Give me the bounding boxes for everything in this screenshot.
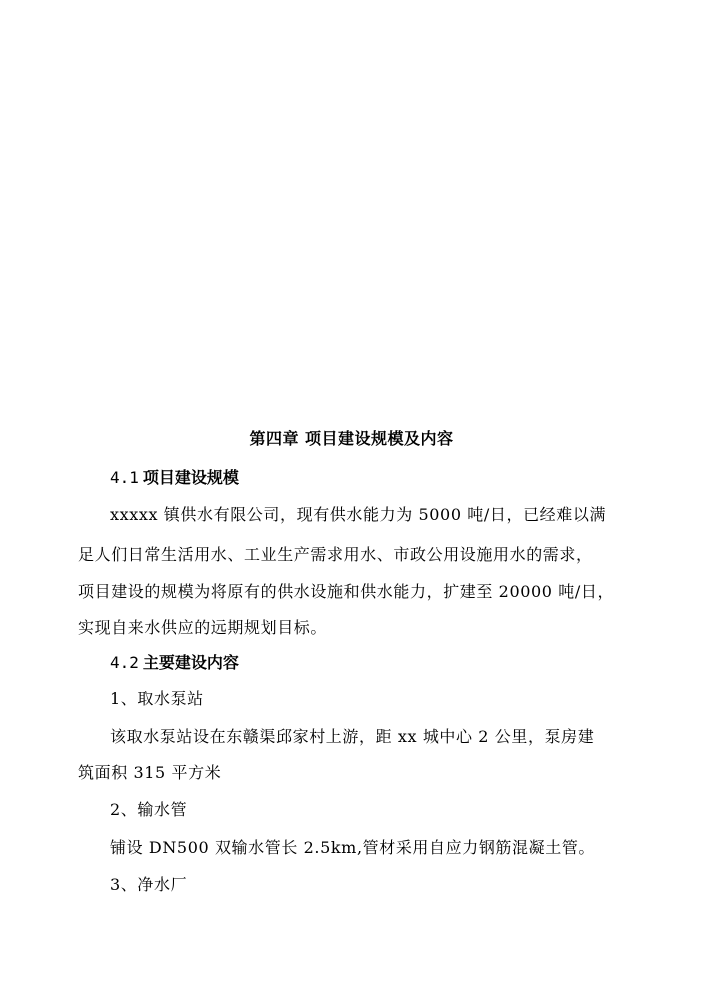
section-heading-4-1 <box>110 467 239 489</box>
paragraph-line: 该取水泵站设在东赣渠邱家村上游，距 xx 城中心 2 公里，泵房建 <box>110 727 595 746</box>
paragraph-line: 实现自来水供应的远期规划目标。 <box>78 618 328 637</box>
list-item-heading: 2、输水管 <box>110 800 188 819</box>
section-heading-4-2 <box>110 652 239 674</box>
list-item-heading: 3、净水厂 <box>110 875 188 894</box>
section-number: 4.1 <box>110 468 139 487</box>
paragraph-line: 项目建设的规模为将原有的供水设施和供水能力，扩建至 20000 吨/日， <box>78 582 615 601</box>
paragraph-line: 足人们日常生活用水、工业生产需求用水、市政公用设施用水的需求， <box>78 545 593 564</box>
section-number: 4.2 <box>110 653 139 672</box>
paragraph-line: 铺设 DN500 双输水管长 2.5km,管材采用自应力钢筋混凝土管。 <box>110 838 596 857</box>
paragraph-line: 筑面积 315 平方米 <box>78 763 222 782</box>
chapter-title: 第四章 项目建设规模及内容 <box>249 429 454 448</box>
list-item-heading: 1、取水泵站 <box>110 689 204 708</box>
section-title: 项目建设规模 <box>142 468 239 487</box>
paragraph-line: xxxxx 镇供水有限公司，现有供水能力为 5000 吨/日，已经难以满 <box>110 505 607 524</box>
section-title: 主要建设内容 <box>142 653 239 672</box>
